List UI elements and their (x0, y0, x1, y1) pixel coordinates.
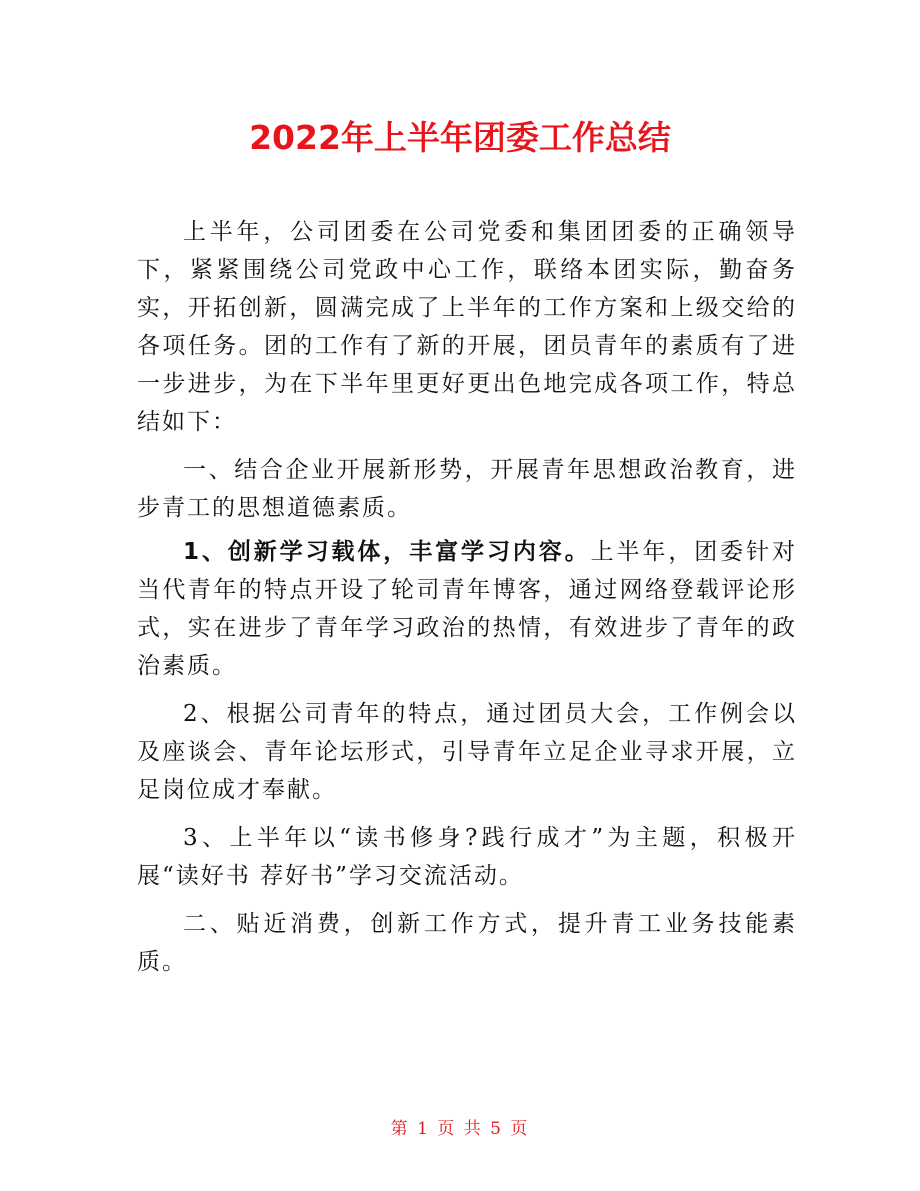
paragraph-item-3-text: 3、上半年以“读书修身?践行成才”为主题，积极开展“读好书 荐好书”学习交流活动。 (137, 825, 797, 889)
page-footer: 第 1 页 共 5 页 (390, 1119, 530, 1139)
paragraph-intro (137, 213, 797, 441)
section-heading-one (137, 451, 797, 527)
paragraph-item-2-text: 2、根据公司青年的特点，通过团员大会，工作例会以及座谈会、青年论坛形式，引导青年立足企业寻求开展，立足岗位成才奉献。 (137, 701, 797, 803)
section-heading-one-text: 一、结合企业开展新形势，开展青年思想政治教育，进步青工的思想道德素质。 (137, 457, 797, 521)
paragraph-item-1-text: 上半年，团委针对当代青年的特点开设了轮司青年博客，通过网络登载评论形式，实在进步了青年学习政治的热情，有效进步了青年的政治素质。 (137, 539, 797, 679)
paragraph-item-1 (137, 533, 797, 685)
section-heading-two (137, 905, 797, 981)
paragraph-intro-text: 上半年，公司团委在公司党委和集团团委的正确领导下，紧紧围绕公司党政中心工作，联络本团实际，勤奋务实，开拓创新，圆满完成了上半年的工作方案和上级交给的各项任务。团的工作有了新的开展，团员青年的素质有了进一步进步，为在下半年里更好更出色地完成各项工作，特总结如下： (137, 219, 797, 435)
document-body (137, 213, 797, 991)
document-title: 2022年上半年团委工作总结 (249, 118, 671, 157)
paragraph-item-3 (137, 819, 797, 895)
section-heading-two-text: 二、贴近消费，创新工作方式，提升青工业务技能素质。 (137, 911, 797, 975)
paragraph-item-2 (137, 695, 797, 809)
paragraph-item-1-heading: 1、创新学习载体，丰富学习内容。 (183, 539, 591, 565)
